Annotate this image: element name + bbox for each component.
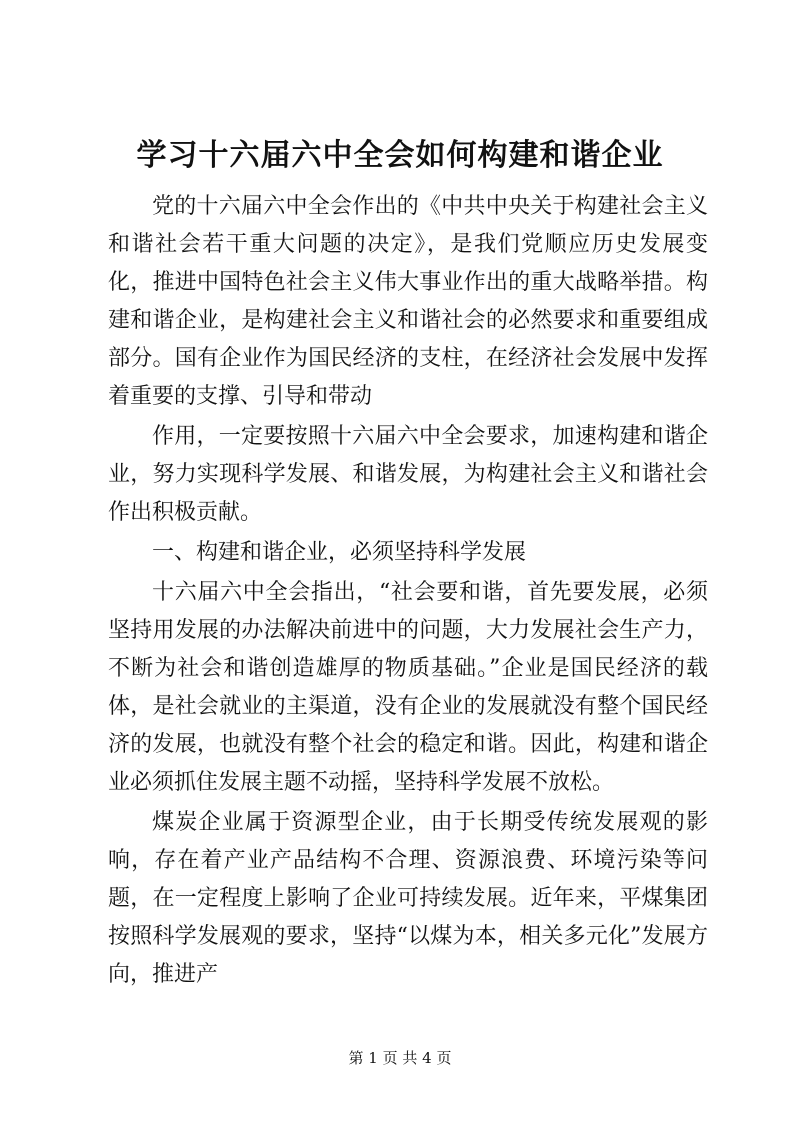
page-footer: 第 1 页 共 4 页 [348,1049,452,1067]
paragraph-4: 煤炭企业属于资源型企业，由于长期受传统发展观的影响，存在着产业产品结构不合理、资源浪费、环境污染等问题，在一定程度上影响了企业可持续发展。近年来，平煤集团按照科学发展观的要求，坚持“以煤为本，相关多元化”发展方向，推进产 [108,810,708,987]
paragraph-2: 作用，一定要按照十六届六中全会要求，加速构建和谐企业，努力实现科学发展、和谐发展，为构建社会主义和谐社会作出积极贡献。 [108,424,708,525]
page-title: 学习十六届六中全会如何构建和谐企业 [136,138,664,173]
document-body [108,188,708,996]
paragraph-1: 党的十六届六中全会作出的《中共中央关于构建社会主义和谐社会若干重大问题的决定》，是我们党顺应历史发展变化，推进中国特色社会主义伟大事业作出的重大战略举措。构建和谐企业，是构建社会主义和谐社会的必然要求和重要组成部分。国有企业作为国民经济的支柱，在经济社会发展中发挥着重要的支撑、引导和带动 [108,194,708,409]
paragraph-3: 十六届六中全会指出，“社会要和谐，首先要发展，必须坚持用发展的办法解决前进中的问题，大力发展社会生产力，不断为社会和谐创造雄厚的物质基础。”企业是国民经济的载体，是社会就业的主渠道，没有企业的发展就没有整个国民经济的发展，也就没有整个社会的稳定和谐。因此，构建和谐企业必须抓住发展主题不动摇，坚持科学发展不放松。 [108,580,708,795]
section-heading-1: 一、构建和谐企业，必须坚持科学发展 [152,540,527,565]
